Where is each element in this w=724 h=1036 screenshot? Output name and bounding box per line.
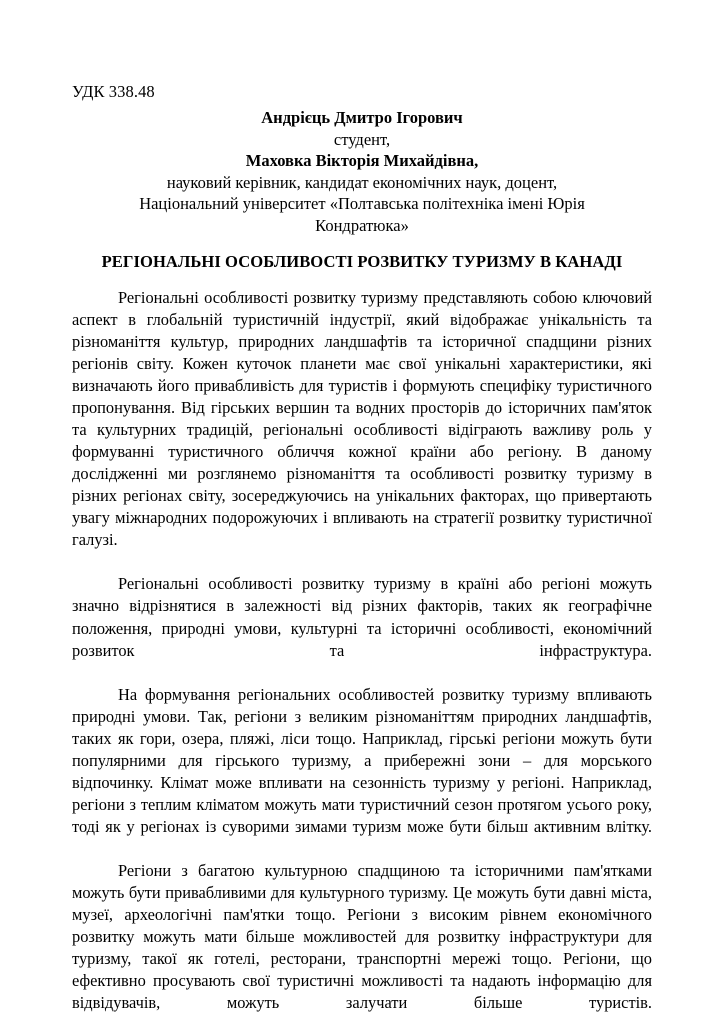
body-paragraph-3: На формування регіональних особливостей розвитку туризму впливають природні умови. Так, регіони з великим різноманіттям природних ландшафтів, таких як гори, озера, пляжі, ліси тощо. Наприклад, гірські регіони можуть бути популярними для гірського туризму, а прибережні зони – для морського відпочинку. Клімат може впливати на сезонність туризму у регіоні. Наприклад, регіони з теплим кліматом можуть мати туристичний сезон протягом усього року, тоді як у регіонах із суворими зимами туризм може бути більш активним влітку. xyxy=(72,684,652,836)
document-content xyxy=(72,82,652,1036)
author-role-primary: студент, xyxy=(333,129,391,149)
body-paragraph-1: Регіональні особливості розвитку туризму представляють собою ключовий аспект в глобальній туристичній індустрії, який відображає унікальність та різноманіття культур, природних ландшафтів та історичної спадщини різних регіонів світу. Кожен куточок планети має свої унікальні характеристики, які визначають його привабливість для туристів і формують специфіку туристичного пропонування. Від гірських вершин та водних просторів до історичних пам'яток та культурних традицій, регіональні особливості відіграють важливу роль у формуванні туристичного обличчя кожної країни або регіону. В даному дослідженні ми розглянемо різноманіття та особливості розвитку туризму в різних регіонах світу, зосереджуючись на унікальних факторах, що привертають увагу міжнародних подорожуючих і впливають на стратегії розвитку туристичної галузі. xyxy=(72,287,652,550)
author-affiliation-block xyxy=(72,107,652,236)
author-name-supervisor: Маховка Вікторія Михайдівна, xyxy=(245,151,479,171)
article-body xyxy=(72,287,652,1036)
body-paragraph-4: Регіони з багатою культурною спадщиною та історичними пам'ятками можуть бути привабливими для культурного туризму. Це можуть бути давні міста, музеї, археологічні пам'ятки тощо. Регіони з високим рівнем економічного розвитку можуть мати більше можливостей для розвитку інфраструктури для туризму, такої як готелі, ресторани, транспортні мережі тощо. Регіони, що ефективно просувають свої туристичні можливості та надають інформацію для відвідувачів, можуть залучати більше туристів. xyxy=(72,861,652,1013)
author-name-primary: Андрієць Дмитро Ігорович xyxy=(261,108,463,128)
udk-code: УДК 338.48 xyxy=(72,82,155,101)
affiliation-line-1: Національний університет «Полтавська політехніка імені Юрія xyxy=(139,194,585,214)
affiliation-line-2: Кондратюка» xyxy=(315,215,409,235)
page-title: РЕГІОНАЛЬНІ ОСОБЛИВОСТІ РОЗВИТКУ ТУРИЗМУ В КАНАДІ xyxy=(101,252,623,272)
body-paragraph-2: Регіональні особливості розвитку туризму в країні або регіоні можуть значно відрізнятися в залежності від різних факторів, таких як географічне положення, природні умови, культурні та історичні особливості, економічний розвиток та інфраструктура. xyxy=(72,574,652,660)
author-role-supervisor: науковий керівник, кандидат економічних наук, доцент, xyxy=(166,172,558,192)
